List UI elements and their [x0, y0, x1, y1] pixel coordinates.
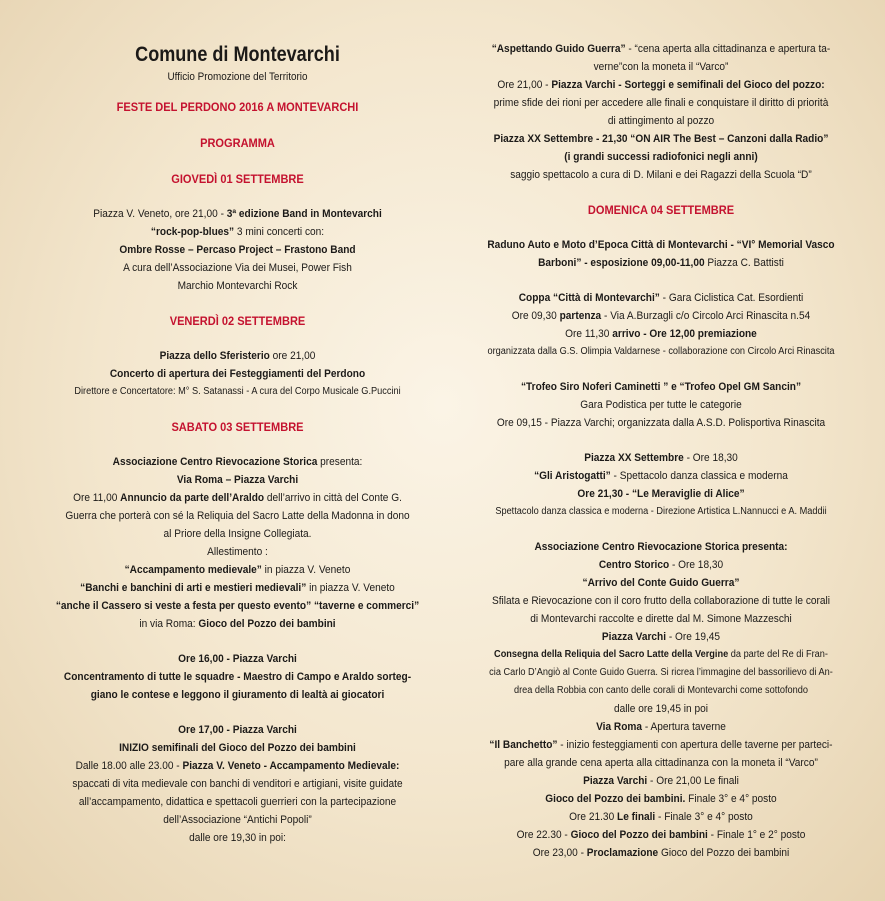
sabato-line: al Priore della Insigne Collegiata. — [163, 528, 312, 540]
sabato-line: Allestimento : — [207, 546, 268, 558]
domenica-line: Ore 22.30 - Gioco del Pozzo dei bambini - Finale 1° e 2° posto — [516, 829, 806, 841]
right-column — [472, 40, 850, 862]
sabato-line: giano le contese e leggono il giuramento di lealtà ai giocatori — [90, 689, 385, 701]
sabato-line: Via Roma – Piazza Varchi — [176, 474, 299, 486]
venerdi-heading: VENERDÌ 02 SETTEMBRE — [169, 314, 306, 328]
domenica-line: Ore 09,15 - Piazza Varchi; organizzata dalla A.S.D. Polisportiva Rinascita — [496, 417, 826, 429]
sabato-line: dalle ore 19,30 in poi: — [189, 832, 286, 844]
sabato-line: all’accampamento, didattica e spettacoli guerrieri con la partecipazione — [78, 796, 397, 808]
venerdi-line: Piazza dello Sferisterio ore 21,00 — [159, 350, 316, 362]
sabato-line: spaccati di vita medievale con banchi di venditori e artigiani, visite guidate — [72, 778, 403, 790]
domenica-line: drea della Robbia con canto delle corali di Montevarchi come sottofondo — [513, 685, 809, 696]
domenica-line: Ore 11,30 arrivo - Ore 12,00 premiazione — [565, 328, 757, 340]
domenica-line: pare alla grande cena aperta alla cittadinanza con la moneta il “Varco” — [504, 757, 818, 769]
domenica-line: Coppa “Città di Montevarchi” - Gara Ciclistica Cat. Esordienti — [518, 292, 804, 304]
sabato-cont-line: Ore 21,00 - Piazza Varchi - Sorteggi e semifinali del Gioco del pozzo: — [497, 79, 825, 91]
domenica-line: Ore 21,30 - “Le Meraviglie di Alice” — [577, 488, 745, 500]
sabato-cont-line: prime sfide dei rioni per accedere alle finali e conquistare il diritto di priorità — [493, 97, 829, 109]
domenica-line: Piazza Varchi - Ore 19,45 — [601, 631, 721, 643]
sabato-line: Dalle 18.00 alle 23.00 - Piazza V. Veneto - Accampamento Medievale: — [75, 760, 400, 772]
sabato-line: Ore 11,00 Annuncio da parte dell’Araldo dell’arrivo in città del Conte G. — [73, 492, 402, 504]
sabato-cont-line: di attingimento al pozzo — [607, 115, 715, 127]
sabato-line: in via Roma: Gioco del Pozzo dei bambini — [139, 618, 336, 630]
sabato-line: Associazione Centro Rievocazione Storica presenta: — [112, 456, 363, 468]
domenica-line: Ore 09,30 partenza - Via A.Burzagli c/o Circolo Arci Rinascita n.54 — [511, 310, 811, 322]
giovedi-line: A cura dell’Associazione Via dei Musei, Power Fish — [123, 262, 352, 274]
domenica-line: Spettacolo danza classica e moderna - Direzione Artistica L.Nannucci e A. Maddii — [495, 506, 827, 517]
feste-heading: FESTE DEL PERDONO 2016 A MONTEVARCHI — [116, 100, 359, 114]
domenica-line: Consegna della Reliquia del Sacro Latte della Vergine da parte del Re di Fran- — [494, 649, 828, 660]
giovedi-line: Marchio Montevarchi Rock — [177, 280, 298, 292]
sabato-line: INIZIO semifinali del Gioco del Pozzo dei bambini — [119, 742, 356, 754]
domenica-line: Gara Podistica per tutte le categorie — [580, 399, 742, 411]
domenica-line: Piazza XX Settembre - Ore 18,30 — [584, 452, 738, 464]
domenica-line: Centro Storico - Ore 18,30 — [598, 559, 724, 571]
venerdi-line: Direttore e Concertatore: M° S. Satanassi - A cura del Corpo Musicale G.Puccini — [74, 386, 401, 397]
left-column — [40, 40, 435, 847]
giovedi-heading: GIOVEDÌ 01 SETTEMBRE — [171, 172, 304, 186]
giovedi-line: “rock-pop-blues” 3 mini concerti con: — [150, 226, 325, 238]
sabato-cont-line: verne”con la moneta il “Varco” — [593, 61, 729, 73]
domenica-line: Ore 21.30 Le finali - Finale 3° e 4° posto — [569, 811, 753, 823]
domenica-line: Gioco del Pozzo dei bambini. Finale 3° e 4° posto — [545, 793, 777, 805]
domenica-line: “Gli Aristogatti” - Spettacolo danza classica e moderna — [534, 470, 788, 482]
giovedi-line: Ombre Rosse – Percaso Project – Frastono Band — [119, 244, 356, 256]
page-subtitle: Ufficio Promozione del Territorio — [167, 71, 308, 83]
sabato-line: “Banchi e banchini di arti e mestieri medievali” in piazza V. Veneto — [80, 582, 395, 594]
programma-heading: PROGRAMMA — [200, 136, 275, 150]
domenica-line: Via Roma - Apertura taverne — [596, 721, 726, 733]
domenica-line: Raduno Auto e Moto d’Epoca Città di Montevarchi - “VI° Memorial Vasco — [487, 239, 835, 251]
sabato-cont-line: (i grandi successi radiofonici negli anni) — [564, 151, 758, 163]
sabato-line: “anche il Cassero si veste a festa per questo evento” “taverne e commerci” — [55, 600, 420, 612]
domenica-line: Ore 23,00 - Proclamazione Gioco del Pozzo dei bambini — [532, 847, 790, 859]
sabato-line: Ore 16,00 - Piazza Varchi — [178, 653, 297, 665]
domenica-line: “Arrivo del Conte Guido Guerra” — [582, 577, 740, 589]
giovedi-line: Piazza V. Veneto, ore 21,00 - 3ª edizione Band in Montevarchi — [93, 208, 382, 220]
sabato-line: Guerra che porterà con sé la Reliquia del Sacro Latte della Madonna in dono — [65, 510, 410, 522]
venerdi-line: Concerto di apertura dei Festeggiamenti del Perdono — [109, 368, 366, 380]
domenica-line: Sfilata e Rievocazione con il coro frutto della collaborazione di tutte le corali — [491, 595, 831, 607]
domenica-heading: DOMENICA 04 SETTEMBRE — [587, 203, 735, 217]
domenica-line: di Montevarchi raccolte e dirette dal M. Simone Mazzeschi — [530, 613, 792, 625]
domenica-line: dalle ore 19,45 in poi — [614, 703, 708, 715]
sabato-cont-line: “Aspettando Guido Guerra” - “cena aperta alla cittadinanza e apertura ta- — [491, 43, 831, 55]
domenica-line: cia Carlo D’Angiò al Conte Guido Guerra. Si ricrea l’immagine del bassorilievo di An- — [489, 667, 833, 678]
domenica-line: “Trofeo Siro Noferi Caminetti ” e “Trofeo Opel GM Sancin” — [520, 381, 802, 393]
sabato-cont-line: saggio spettacolo a cura di D. Milani e dei Ragazzi della Scuola “D” — [510, 169, 812, 181]
sabato-line: “Accampamento medievale” in piazza V. Veneto — [124, 564, 351, 576]
domenica-line: Barboni” - esposizione 09,00-11,00 Piazza C. Battisti — [538, 257, 784, 269]
sabato-cont-line: Piazza XX Settembre - 21,30 “ON AIR The Best – Canzoni dalla Radio” — [493, 133, 829, 145]
page-title: Comune di Montevarchi — [135, 43, 340, 66]
sabato-line: Ore 17,00 - Piazza Varchi — [178, 724, 297, 736]
domenica-line: organizzata dalla G.S. Olimpia Valdarnese - collaborazione con Circolo Arci Rinascita — [487, 346, 835, 357]
sabato-line: Concentramento di tutte le squadre - Maestro di Campo e Araldo sorteg- — [63, 671, 412, 683]
domenica-line: Associazione Centro Rievocazione Storica presenta: — [534, 541, 788, 553]
sabato-line: dell’Associazione “Antichi Popoli” — [163, 814, 312, 826]
sabato-heading: SABATO 03 SETTEMBRE — [171, 420, 304, 434]
domenica-line: Piazza Varchi - Ore 21,00 Le finali — [583, 775, 739, 787]
domenica-line: “Il Banchetto” - inizio festeggiamenti con apertura delle taverne per parteci- — [489, 739, 833, 751]
